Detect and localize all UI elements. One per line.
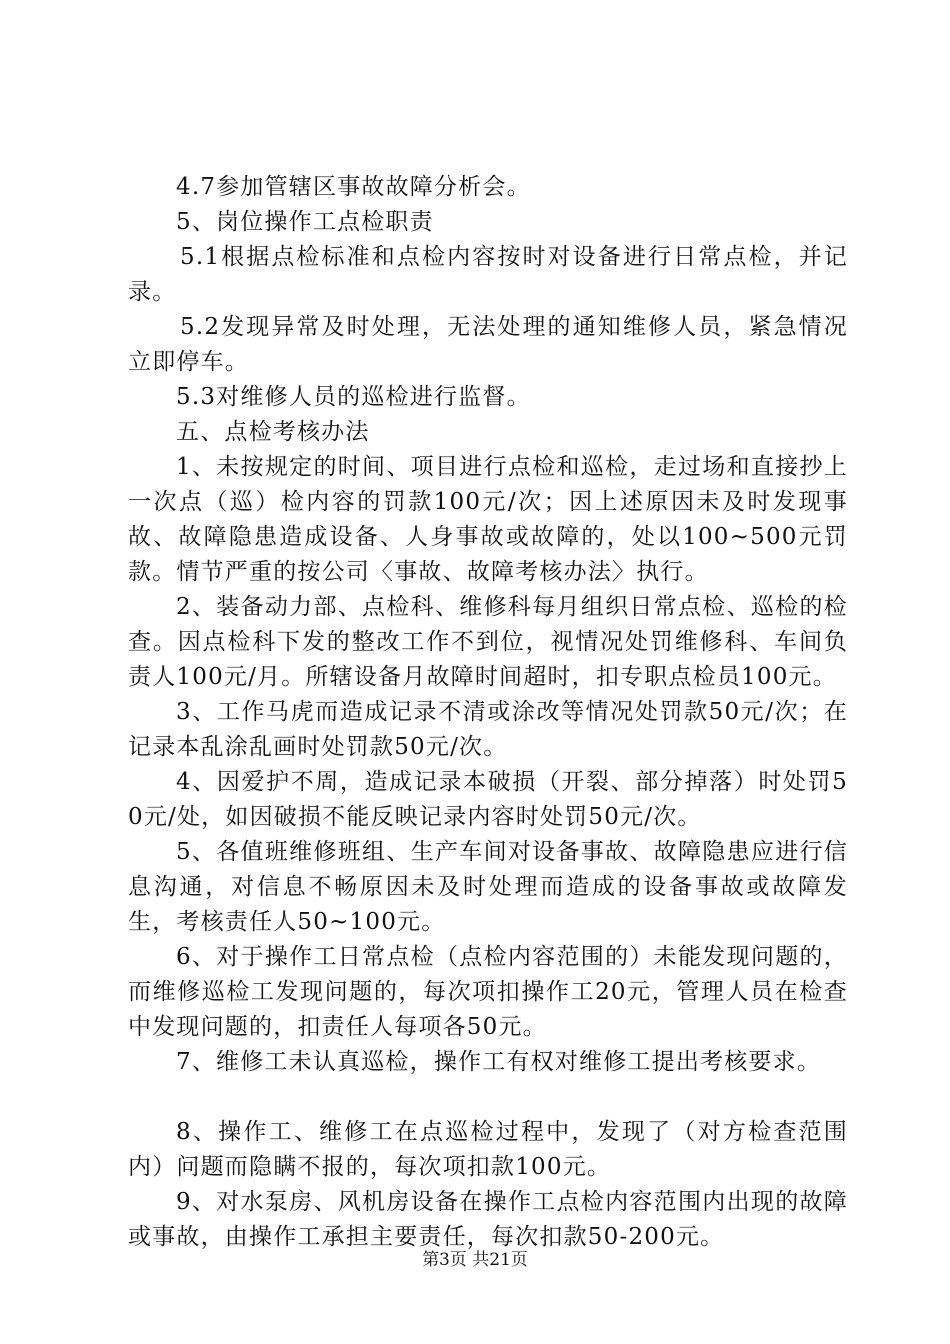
rule-item-7: 7、维修工未认真巡检，操作工有权对维修工提出考核要求。 [176, 1049, 822, 1075]
rule-item-5: 5、各值班维修班组、生产车间对设备事故、故障隐患应进行信息沟通，对信息不畅原因未及时处理而造成的设备事故或故障发生，考核责任人50~100元。 [128, 839, 848, 935]
rule-item-8: 8、操作工、维修工在点巡检过程中，发现了（对方检查范围内）问题而隐瞒不报的，每次项扣款100元。 [128, 1119, 848, 1180]
paragraph-5-3: 5.3对维修人员的巡检进行监督。 [176, 384, 531, 410]
document-body [128, 170, 848, 1255]
page-number-footer: 第3页 共21页 [422, 1250, 528, 1270]
rule-item-4: 4、因爱护不周，造成记录本破损（开裂、部分掉落）时处罚50元/处，如因破损不能反映记录内容时处罚50元/次。 [128, 769, 848, 830]
blank-line [128, 1080, 848, 1115]
rule-item-3: 3、工作马虎而造成记录不清或涂改等情况处罚款50元/次；在记录本乱涂乱画时处罚款50元/次。 [128, 699, 848, 760]
paragraph-5-1: 5.1根据点检标准和点检内容按时对设备进行日常点检，并记录。 [128, 244, 848, 305]
section-heading-five: 五、点检考核办法 [176, 419, 370, 445]
paragraph-5-2: 5.2发现异常及时处理，无法处理的通知维修人员，紧急情况立即停车。 [128, 314, 848, 375]
section-heading-5: 5、岗位操作工点检职责 [176, 209, 434, 235]
rule-item-1: 1、未按规定的时间、项目进行点检和巡检，走过场和直接抄上一次点（巡）检内容的罚款100元/次；因上述原因未及时发现事故、故障隐患造成设备、人身事故或故障的，处以100~500元罚款。情节严重的按公司〈事故、故障考核办法〉执行。 [128, 454, 848, 585]
rule-item-2: 2、装备动力部、点检科、维修科每月组织日常点检、巡检的检查。因点检科下发的整改工作不到位，视情况处罚维修科、车间负责人100元/月。所辖设备月故障时间超时，扣专职点检员100元。 [128, 594, 848, 690]
rule-item-6: 6、对于操作工日常点检（点检内容范围的）未能发现问题的，而维修巡检工发现问题的，每次项扣操作工20元，管理人员在检查中发现问题的，扣责任人每项各50元。 [128, 944, 848, 1040]
rule-item-9: 9、对水泵房、风机房设备在操作工点检内容范围内出现的故障或事故，由操作工承担主要责任，每次扣款50-200元。 [128, 1189, 848, 1250]
paragraph-4-7: 4.7参加管辖区事故故障分析会。 [176, 174, 531, 200]
